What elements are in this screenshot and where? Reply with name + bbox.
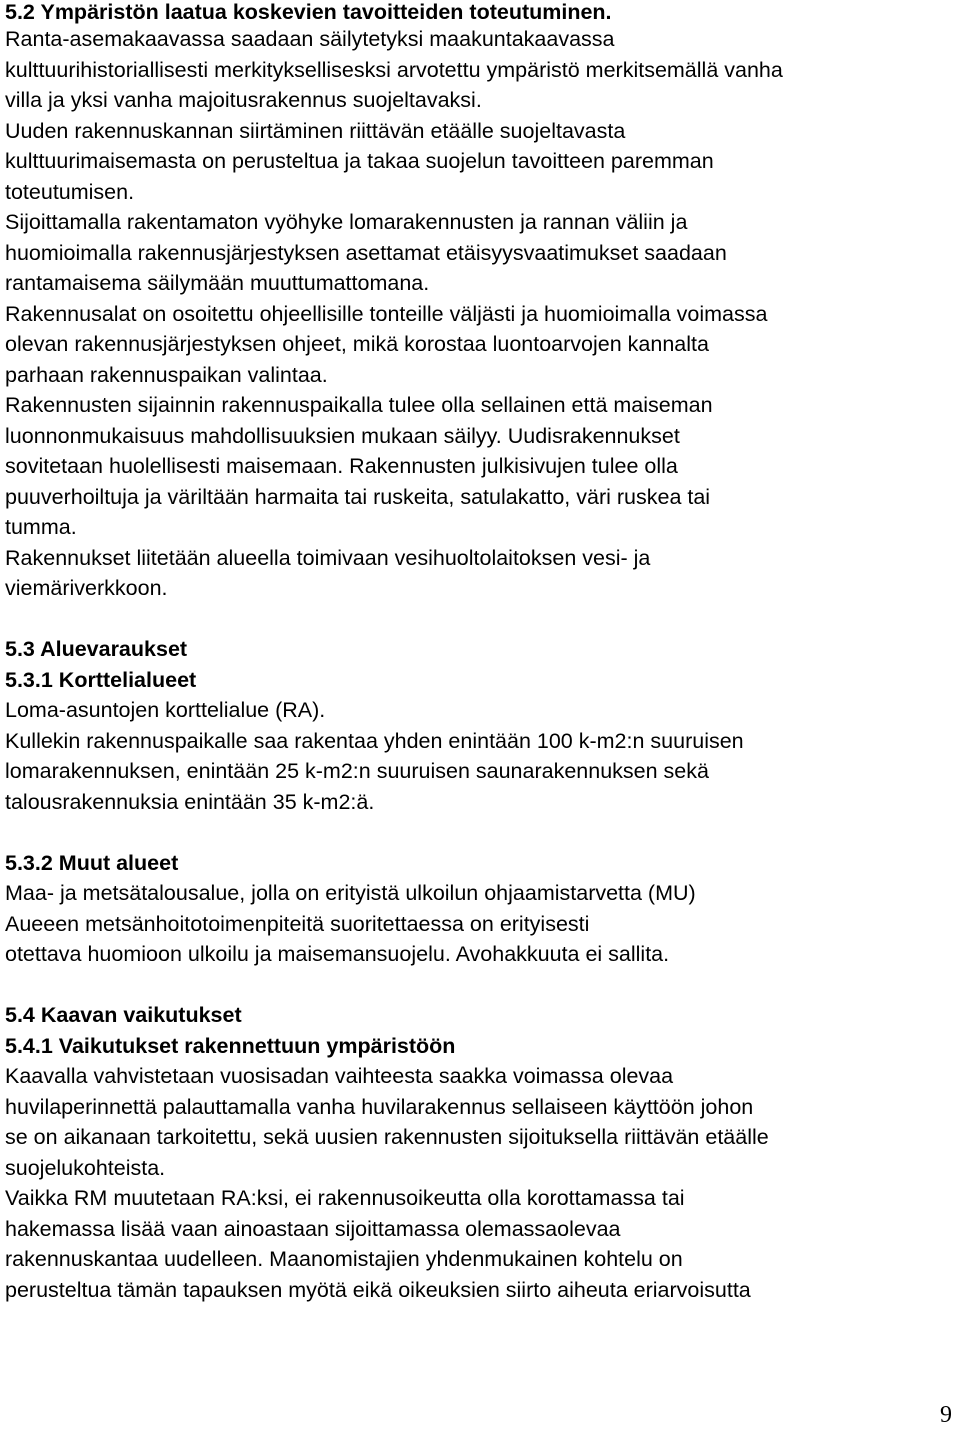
paragraph-line: Rakennusten sijainnin rakennuspaikalla tulee olla sellainen että maiseman xyxy=(5,393,713,417)
paragraph-line: puuverhoiltuja ja väriltään harmaita tai ruskeita, satulakatto, väri ruskea tai xyxy=(5,484,711,509)
section-heading xyxy=(5,848,957,879)
paragraph-line: perusteltua tämän tapauksen myötä eikä oikeuksien siirto aiheuta eriarvoisutta xyxy=(5,1277,751,1302)
section-heading xyxy=(5,1031,957,1062)
paragraph-line: Sijoittamalla rakentamaton vyöhyke lomarakennusten ja rannan väliin ja xyxy=(5,210,688,234)
paragraph-line: viemäriverkkoon. xyxy=(5,576,168,600)
paragraph-line: Loma-asuntojen korttelialue (RA). xyxy=(5,698,326,722)
paragraph-line: Ranta-asemakaavassa saadaan säilytetyksi maakuntakaavassa xyxy=(5,27,615,51)
paragraph xyxy=(5,878,957,970)
paragraph-line: Kullekin rakennuspaikalle saa rakentaa yhden enintään 100 k-m2:n suuruisen xyxy=(5,728,744,753)
paragraph-line: Vaikka RM muutetaan RA:ksi, ei rakennusoikeutta olla korottamassa tai xyxy=(5,1186,685,1210)
heading-text: 5.4 Kaavan vaikutukset xyxy=(5,1003,242,1027)
paragraph-line: huvilaperinnettä palauttamalla vanha huvilarakennus sellaiseen käyttöön johon xyxy=(5,1094,754,1119)
page-number: 9 xyxy=(940,1402,952,1428)
paragraph-line: otettava huomioon ulkoilu ja maisemansuojelu. Avohakkuuta ei sallita. xyxy=(5,942,670,966)
paragraph xyxy=(5,543,957,604)
paragraph-line: sovitetaan huolellisesti maisemaan. Rakennusten julkisivujen tulee olla xyxy=(5,454,678,478)
paragraph-line: Rakennukset liitetään alueella toimivaan vesihuoltolaitoksen vesi- ja xyxy=(5,545,651,570)
section-heading xyxy=(5,634,957,665)
document-page xyxy=(5,0,957,1305)
paragraph-line: lomarakennuksen, enintään 25 k-m2:n suuruisen saunarakennuksen sekä xyxy=(5,759,709,783)
paragraph xyxy=(5,390,957,543)
blank-line xyxy=(5,970,957,1001)
paragraph-line: suojelukohteista. xyxy=(5,1155,166,1180)
paragraph-line: Aueeen metsänhoitotoimenpiteitä suoritettaessa on erityisesti xyxy=(5,911,590,936)
paragraph xyxy=(5,726,957,818)
paragraph-line: talousrakennuksia enintään 35 k-m2:ä. xyxy=(5,789,375,814)
section-heading xyxy=(5,0,957,24)
paragraph-line: olevan rakennusjärjestyksen ohjeet, mikä korostaa luontoarvojen kannalta xyxy=(5,332,709,356)
paragraph-line: parhaan rakennuspaikan valintaa. xyxy=(5,362,328,387)
heading-text: 5.3.2 Muut alueet xyxy=(5,850,179,875)
section-heading xyxy=(5,1000,957,1031)
paragraph xyxy=(5,24,957,116)
paragraph-line: hakemassa lisää vaan ainoastaan sijoittamassa olemassaolevaa xyxy=(5,1216,621,1241)
heading-text: 5.2 Ympäristön laatua koskevien tavoitteiden toteutuminen. xyxy=(5,0,612,24)
paragraph-line: kulttuurimaisemasta on perusteltua ja takaa suojelun tavoitteen paremman xyxy=(5,149,714,173)
paragraph xyxy=(5,299,957,391)
paragraph-line: rantamaisema säilymään muuttumattomana. xyxy=(5,271,430,295)
paragraph-line: Rakennusalat on osoitettu ohjeellisille tonteille väljästi ja huomioimalla voimassa xyxy=(5,301,768,326)
paragraph-line: huomioimalla rakennusjärjestyksen asettamat etäisyysvaatimukset saadaan xyxy=(5,240,727,265)
paragraph-line: Maa- ja metsätalousalue, jolla on erityistä ulkoilun ohjaamistarvetta (MU) xyxy=(5,881,696,905)
paragraph-line: tumma. xyxy=(5,515,77,539)
paragraph-line: toteutumisen. xyxy=(5,179,135,204)
heading-text: 5.4.1 Vaikutukset rakennettuun ympäristöön xyxy=(5,1033,456,1058)
paragraph-line: rakennuskantaa uudelleen. Maanomistajien yhdenmukainen kohtelu on xyxy=(5,1247,683,1271)
paragraph-line: villa ja yksi vanha majoitusrakennus suojeltavaksi. xyxy=(5,88,482,112)
blank-line xyxy=(5,604,957,635)
paragraph-line: Uuden rakennuskannan siirtäminen riittävän etäälle suojeltavasta xyxy=(5,118,626,143)
paragraph-line: kulttuurihistoriallisesti merkityksellisesksi arvotettu ympäristö merkitsemällä vanha xyxy=(5,57,783,82)
paragraph xyxy=(5,1183,957,1305)
heading-text: 5.3.1 Korttelialueet xyxy=(5,667,197,692)
paragraph-line: Kaavalla vahvistetaan vuosisadan vaihteesta saakka voimassa olevaa xyxy=(5,1064,674,1088)
paragraph xyxy=(5,1061,957,1183)
heading-text: 5.3 Aluevaraukset xyxy=(5,637,188,661)
paragraph xyxy=(5,116,957,208)
section-heading xyxy=(5,665,957,696)
paragraph-line: luonnonmukaisuus mahdollisuuksien mukaan säilyy. Uudisrakennukset xyxy=(5,423,680,448)
blank-line xyxy=(5,817,957,848)
paragraph xyxy=(5,207,957,299)
paragraph-line: se on aikanaan tarkoitettu, sekä uusien rakennusten sijoituksella riittävän etäälle xyxy=(5,1125,769,1149)
paragraph xyxy=(5,695,957,726)
